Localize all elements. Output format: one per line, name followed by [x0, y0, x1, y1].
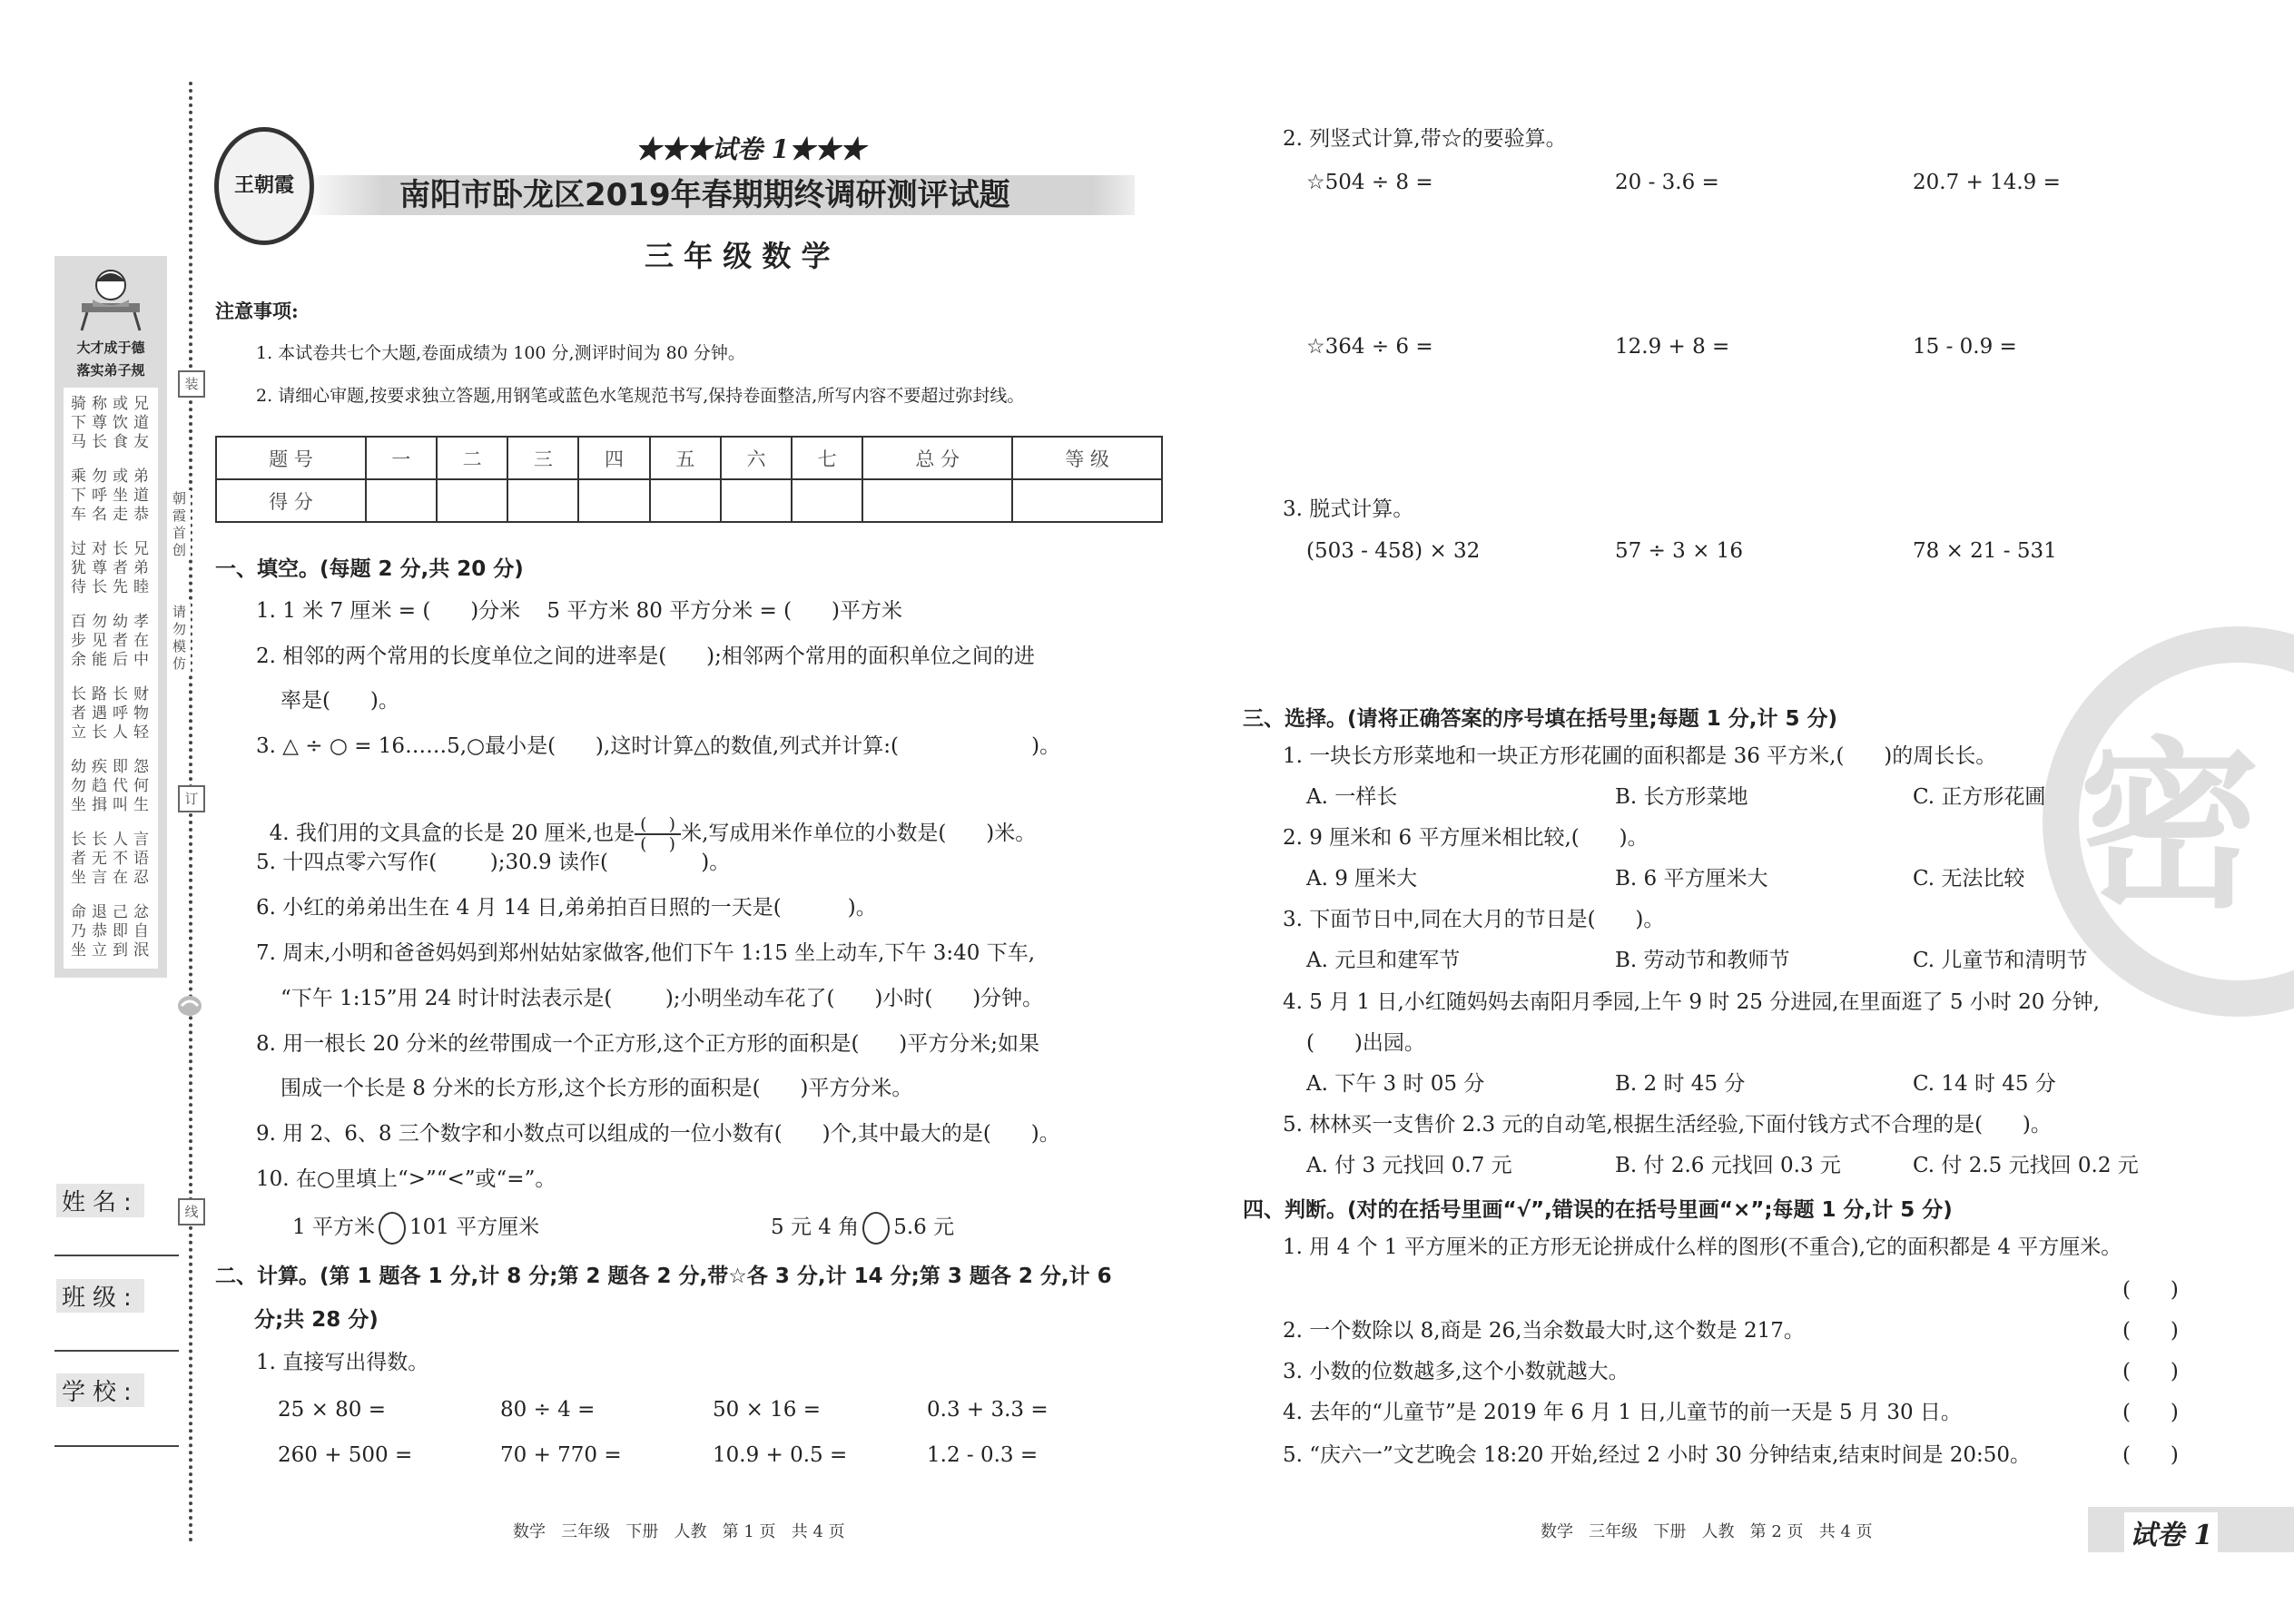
- choice-question: 5. 林林买一支售价 2.3 元的自动笔,根据生活经验,下面付钱方式不合理的是( )。: [1283, 1113, 2052, 1137]
- judge-item: 3. 小数的位数越多,这个小数就越大。: [1283, 1360, 1629, 1383]
- score-cell[interactable]: [1012, 479, 1162, 522]
- section-heading: 二、计算。(第 1 题各 1 分,计 8 分;第 2 题各 2 分,带☆各 3 分,计 14 分;第 3 题各 2 分,计 6: [215, 1265, 1112, 1288]
- copyright-notice: 朝霞首创: [172, 490, 191, 559]
- binding-dotted-line: [189, 82, 192, 1543]
- choice-option[interactable]: C. 儿童节和清明节: [1913, 949, 2088, 972]
- judge-item: 4. 去年的“儿童节”是 2019 年 6 月 1 日,儿童节的前一天是 5 月 30 日。: [1283, 1401, 1962, 1424]
- brand-logo: [214, 127, 314, 245]
- paper-label: ★★★试卷 1★★★: [635, 134, 866, 164]
- calc-item: 20 - 3.6 =: [1615, 171, 1719, 194]
- table-header-cell: 等 级: [1012, 437, 1162, 479]
- section-heading: 四、判断。(对的在括号里画“√”,错误的在括号里画“×”;每题 1 分,计 5 分): [1243, 1198, 1953, 1222]
- choice-option[interactable]: C. 付 2.5 元找回 0.2 元: [1913, 1154, 2139, 1177]
- table-header-cell: 六: [721, 437, 792, 479]
- verse-block: 命退己忿 乃恭即自 坐立到泯: [71, 903, 154, 960]
- question-line: 2. 相邻的两个常用的长度单位之间的进率是( );相邻两个常用的面积单位之间的进: [256, 645, 1035, 668]
- note-item: 1. 本试卷共七个大题,卷面成绩为 100 分,测评时间为 80 分钟。: [256, 343, 745, 363]
- compare-item: [771, 1212, 954, 1245]
- choice-question: 1. 一块长方形菜地和一块正方形花圃的面积都是 36 平方米,( )的周长长。: [1283, 744, 1997, 768]
- table-header-cell: 二: [437, 437, 507, 479]
- question-line: 10. 在○里填上“>”“<”或“=”。: [256, 1167, 556, 1191]
- compare-item: [292, 1212, 539, 1245]
- question-line: 6. 小红的弟弟出生在 4 月 14 日,弟弟拍百日照的一天是( )。: [256, 896, 877, 920]
- note-item: 2. 请细心审题,按要求独立答题,用钢笔或蓝色水笔规范书写,保持卷面整洁,所写内容不要超过弥封线。: [256, 386, 1025, 406]
- compare-right: 5.6 元: [893, 1216, 955, 1239]
- answer-bracket[interactable]: ( ): [2122, 1278, 2179, 1302]
- choice-question: ( )出园。: [1306, 1031, 1425, 1055]
- choice-question: 4. 5 月 1 日,小红随妈妈去南阳月季园,上午 9 时 25 分进园,在里面逛了 5 小时 20 分钟,: [1283, 990, 2100, 1014]
- numerator-blank: ( ): [635, 815, 681, 835]
- calc-item: 10.9 + 0.5 =: [713, 1443, 848, 1467]
- calc-item: 78 × 21 - 531: [1913, 539, 2057, 563]
- question-line: 1. 1 米 7 厘米 = ( )分米 5 平方米 80 平方分米 = ( )平方米: [256, 599, 902, 623]
- score-cell[interactable]: [507, 479, 578, 522]
- answer-bracket[interactable]: ( ): [2122, 1360, 2179, 1383]
- question-title: 2. 列竖式计算,带☆的要验算。: [1283, 127, 1567, 151]
- denominator-blank: ( ): [640, 834, 676, 854]
- compare-left: 5 元 4 角: [771, 1216, 860, 1239]
- school-field[interactable]: [54, 1445, 179, 1447]
- verse-block: 长长人言 者无不语 坐言在忍: [71, 831, 154, 887]
- verse-block: 过对长兄 犹尊者弟 待长先睦: [71, 540, 154, 596]
- table-row-label: 得 分: [216, 479, 366, 522]
- section-heading: 三、选择。(请将正确答案的序号填在括号里;每题 1 分,计 5 分): [1243, 707, 1837, 731]
- subject-title: 三 年 级 数 学: [645, 239, 831, 273]
- table-header-cell: 七: [792, 437, 862, 479]
- calc-item: 15 - 0.9 =: [1913, 335, 2017, 359]
- question-line: 8. 用一根长 20 分米的丝带围成一个正方形,这个正方形的面积是( )平方分米;如果: [256, 1032, 1040, 1056]
- score-table: [215, 436, 1163, 523]
- score-cell[interactable]: [721, 479, 792, 522]
- question-line: 7. 周末,小明和爸爸妈妈到郑州姑姑家做客,他们下午 1:15 坐上动车,下午 3:40 下车,: [256, 941, 1036, 965]
- paper-badge: [2088, 1507, 2294, 1552]
- calc-item: (503 - 458) × 32: [1306, 539, 1481, 563]
- calc-item: 70 + 770 =: [500, 1443, 622, 1467]
- binding-stamp: 线: [178, 1198, 205, 1225]
- question-line: 率是( )。: [281, 689, 399, 713]
- binding-stamp: 订: [178, 785, 205, 812]
- binding-stamp: 装: [178, 370, 205, 398]
- name-label: 姓名:: [56, 1184, 144, 1217]
- section-heading: 一、填空。(每题 2 分,共 20 分): [215, 557, 524, 581]
- choice-option[interactable]: C. 正方形花圃: [1913, 785, 2046, 809]
- answer-bracket[interactable]: ( ): [2122, 1443, 2179, 1467]
- calc-item: ☆504 ÷ 8 =: [1306, 171, 1433, 194]
- notes-heading: 注意事项:: [215, 300, 299, 322]
- question-line: 5. 十四点零六写作( );30.9 读作( )。: [256, 851, 731, 874]
- calc-item: 25 × 80 =: [278, 1398, 387, 1422]
- calc-item: 80 ÷ 4 =: [500, 1398, 596, 1422]
- page-footer: 数学 三年级 下册 人教 第 2 页 共 4 页: [1541, 1522, 1873, 1541]
- sidebar-verses-panel: [54, 256, 167, 978]
- calc-item: 1.2 - 0.3 =: [927, 1443, 1039, 1467]
- compare-right: 101 平方厘米: [409, 1216, 540, 1239]
- choice-option[interactable]: A. 一样长: [1306, 785, 1398, 809]
- score-cell[interactable]: [437, 479, 507, 522]
- question-line: 9. 用 2、6、8 三个数字和小数点可以组成的一位小数有( )个,其中最大的是( )。: [256, 1122, 1060, 1146]
- score-cell[interactable]: [862, 479, 1012, 522]
- question-text: 米,写成用米作单位的小数是( )米。: [681, 822, 1037, 845]
- question-line: 3. △ ÷ ○ = 16……5,○最小是( ),这时计算△的数值,列式并计算:( )。: [256, 734, 1061, 758]
- question-text: 4. 我们用的文具盒的长是 20 厘米,也是: [269, 822, 635, 845]
- judge-item: 2. 一个数除以 8,商是 26,当余数最大时,这个数是 217。: [1283, 1319, 1805, 1343]
- choice-option[interactable]: C. 无法比较: [1913, 867, 2025, 891]
- question-line: [256, 788, 1036, 853]
- paper-badge-label: 试卷 1: [2124, 1512, 2218, 1552]
- question-title: 3. 脱式计算。: [1283, 497, 1414, 521]
- name-field[interactable]: [54, 1255, 179, 1256]
- choice-option[interactable]: B. 6 平方厘米大: [1615, 867, 1768, 891]
- section-heading: 分;共 28 分): [254, 1308, 379, 1332]
- calc-item: 12.9 + 8 =: [1615, 335, 1730, 359]
- calc-item: 0.3 + 3.3 =: [927, 1398, 1049, 1422]
- page-footer: 数学 三年级 下册 人教 第 1 页 共 4 页: [513, 1522, 845, 1541]
- table-row: [216, 437, 1162, 479]
- calc-item: 20.7 + 14.9 =: [1913, 171, 2061, 194]
- judge-item: 5. “庆六一”文艺晚会 18:20 开始,经过 2 小时 30 分钟结束,结束时间是 20:50。: [1283, 1443, 2032, 1467]
- table-header-cell: 五: [650, 437, 721, 479]
- table-row: [216, 479, 1162, 522]
- choice-option[interactable]: B. 长方形菜地: [1615, 785, 1748, 809]
- decorative-swirl-icon: [176, 993, 203, 1019]
- calc-item: 260 + 500 =: [278, 1443, 413, 1467]
- class-field[interactable]: [54, 1350, 179, 1352]
- question-line: 围成一个长是 8 分米的长方形,这个长方形的面积是( )平方分米。: [281, 1077, 913, 1100]
- compare-circle-blank[interactable]: [379, 1212, 406, 1245]
- motto-line: 落实弟子规: [76, 362, 145, 379]
- verse-block: 百勿幼孝 步见者在 余能后中: [71, 613, 154, 669]
- choice-option[interactable]: C. 14 时 45 分: [1913, 1072, 2056, 1096]
- table-header-cell: 总 分: [862, 437, 1012, 479]
- choice-option[interactable]: A. 下午 3 时 05 分: [1306, 1072, 1485, 1096]
- choice-option[interactable]: B. 付 2.6 元找回 0.3 元: [1615, 1154, 1841, 1177]
- table-header-cell: 一: [366, 437, 437, 479]
- table-header-cell: 三: [507, 437, 578, 479]
- verse-block: 长路长财 者遇呼物 立长人轻: [71, 685, 154, 742]
- compare-circle-blank[interactable]: [862, 1212, 890, 1245]
- motto-line: 大才成于德: [76, 340, 145, 356]
- answer-bracket[interactable]: ( ): [2122, 1401, 2179, 1424]
- class-label: 班级:: [56, 1279, 144, 1313]
- verse-block: 幼疾即怨 勿趋代何 坐揖叫生: [71, 758, 154, 814]
- school-label: 学校:: [56, 1373, 144, 1407]
- student-cartoon-icon: [74, 265, 147, 333]
- verse-block: 乘勿或弟 下呼坐道 车名走恭: [71, 468, 154, 524]
- verse-list: [64, 388, 158, 969]
- table-header-cell: 四: [578, 437, 649, 479]
- compare-left: 1 平方米: [292, 1216, 375, 1239]
- question-line: “下午 1:15”用 24 时计时法表示是( );小明坐动车花了( )小时( )分钟。: [281, 987, 1044, 1010]
- page-title: 南阳市卧龙区2019年春期期终调研测评试题: [399, 177, 1010, 213]
- calc-item: 57 ÷ 3 × 16: [1615, 539, 1743, 563]
- score-cell[interactable]: [650, 479, 721, 522]
- watermark-char: 密: [2079, 722, 2261, 933]
- logo-text: 王朝霞: [233, 173, 294, 197]
- score-cell[interactable]: [366, 479, 437, 522]
- calc-item: ☆364 ÷ 6 =: [1306, 335, 1433, 359]
- choice-question: 2. 9 厘米和 6 平方厘米相比较,( )。: [1283, 826, 1649, 850]
- verse-block: 骑称或兄 下尊饮道 马长食友: [71, 395, 154, 451]
- question-title: 1. 直接写出得数。: [256, 1351, 429, 1374]
- score-cell[interactable]: [792, 479, 862, 522]
- answer-bracket[interactable]: ( ): [2122, 1319, 2179, 1343]
- calc-item: 50 × 16 =: [713, 1398, 822, 1422]
- fraction-blank[interactable]: [635, 815, 681, 853]
- choice-question: 3. 下面节日中,同在大月的节日是( )。: [1283, 908, 1665, 931]
- table-header-cell: 题 号: [216, 437, 366, 479]
- copyright-notice: 请勿模仿: [172, 604, 191, 673]
- choice-option[interactable]: B. 2 时 45 分: [1615, 1072, 1746, 1096]
- choice-option[interactable]: A. 元旦和建军节: [1306, 949, 1461, 972]
- score-cell[interactable]: [578, 479, 649, 522]
- choice-option[interactable]: B. 劳动节和教师节: [1615, 949, 1790, 972]
- choice-option[interactable]: A. 9 厘米大: [1306, 867, 1418, 891]
- choice-option[interactable]: A. 付 3 元找回 0.7 元: [1306, 1154, 1512, 1177]
- judge-item: 1. 用 4 个 1 平方厘米的正方形无论拼成什么样的图形(不重合),它的面积都是 4 平方厘米。: [1283, 1235, 2122, 1259]
